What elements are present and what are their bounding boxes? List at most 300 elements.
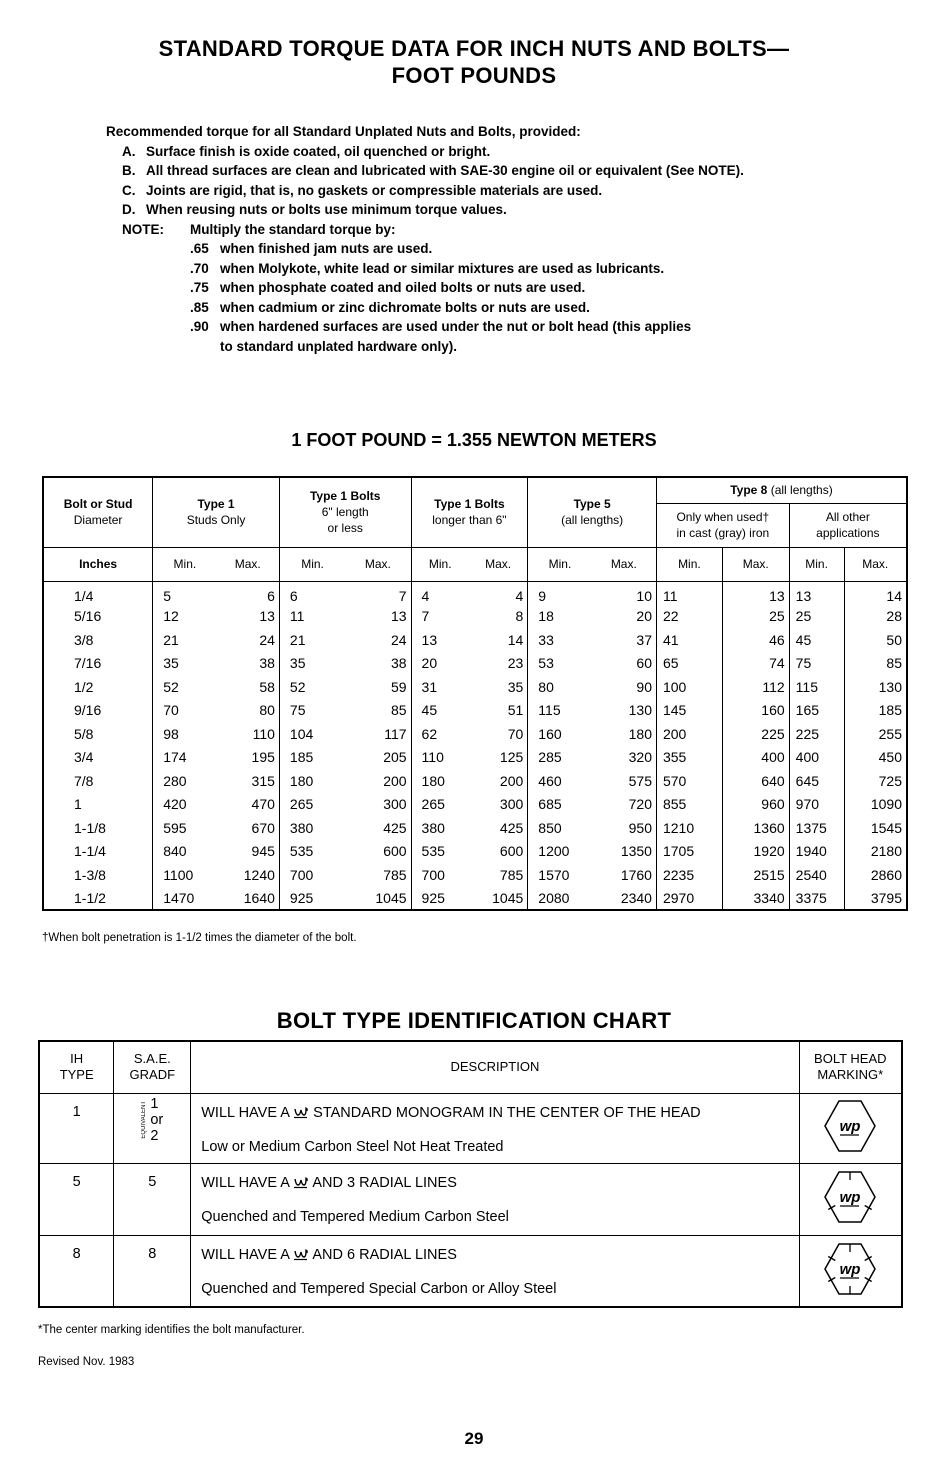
cell-max: 38 bbox=[345, 652, 411, 676]
description-suffix: AND 6 RADIAL LINES bbox=[312, 1246, 457, 1263]
cell-min: 265 bbox=[279, 793, 345, 817]
condition-text: Joints are rigid, that is, no gaskets or compressible materials are used. bbox=[146, 182, 603, 198]
cell-min: 925 bbox=[279, 887, 345, 911]
cell-max: 38 bbox=[217, 652, 280, 676]
table-row bbox=[43, 699, 907, 723]
cell-min: 4 bbox=[411, 581, 469, 605]
header-bolt-diameter: Bolt or Stud Diameter bbox=[43, 477, 153, 547]
cell-min: 570 bbox=[656, 769, 722, 793]
cell-max: 200 bbox=[345, 769, 411, 793]
cell-max: 125 bbox=[469, 746, 528, 770]
cell-min: 265 bbox=[411, 793, 469, 817]
multiplier-text: when finished jam nuts are used. bbox=[220, 241, 433, 256]
cell-description bbox=[191, 1163, 799, 1235]
table-row bbox=[43, 816, 907, 840]
multiplier-item bbox=[190, 317, 744, 337]
cell-min: 850 bbox=[528, 816, 592, 840]
multiplier-item bbox=[190, 239, 744, 259]
monogram-icon bbox=[293, 1107, 309, 1119]
cell-max: 600 bbox=[345, 840, 411, 864]
multiplier-continuation: to standard unplated hardware only). bbox=[220, 338, 458, 354]
cell-max: 60 bbox=[592, 652, 657, 676]
cell-diameter: 7/8 bbox=[43, 769, 153, 793]
cell-min: 225 bbox=[789, 722, 844, 746]
multiplier-factor: .65 bbox=[190, 241, 209, 256]
cell-min: 12 bbox=[153, 605, 217, 629]
cell-max: 130 bbox=[592, 699, 657, 723]
cell-max: 13 bbox=[217, 605, 280, 629]
cell-min: 145 bbox=[656, 699, 722, 723]
cell-min: 33 bbox=[528, 628, 592, 652]
table-row bbox=[43, 581, 907, 605]
cell-min: 45 bbox=[411, 699, 469, 723]
cell-max: 425 bbox=[345, 816, 411, 840]
condition-key: C. bbox=[122, 182, 136, 198]
cell-min: 1375 bbox=[789, 816, 844, 840]
header-type1-bolts-long: Type 1 Bolts longer than 6" bbox=[411, 477, 528, 547]
material-description: Low or Medium Carbon Steel Not Heat Treated bbox=[201, 1138, 504, 1155]
cell-diameter: 1-1/4 bbox=[43, 840, 153, 864]
intro-heading: Recommended torque for all Standard Unplated Nuts and Bolts, provided: bbox=[106, 124, 581, 139]
cell-max: 945 bbox=[217, 840, 280, 864]
cell-max: 600 bbox=[469, 840, 528, 864]
multiplier-text: when Molykote, white lead or similar mixtures are used as lubricants. bbox=[220, 260, 665, 276]
marking-description bbox=[201, 1104, 788, 1122]
cell-max: 7 bbox=[345, 581, 411, 605]
cell-min: 1100 bbox=[153, 863, 217, 887]
cell-max: 8 bbox=[469, 605, 528, 629]
cell-diameter: 1 bbox=[43, 793, 153, 817]
cell-min: 1200 bbox=[528, 840, 592, 864]
header-min: Min. bbox=[279, 547, 345, 581]
cell-max: 117 bbox=[345, 722, 411, 746]
torque-table bbox=[42, 476, 908, 911]
svg-text:wp: wp bbox=[839, 1260, 861, 1278]
cell-min: 98 bbox=[153, 722, 217, 746]
multiplier-factor: .70 bbox=[190, 260, 209, 276]
header-max: Max. bbox=[469, 547, 528, 581]
material-description: Quenched and Tempered Special Carbon or Alloy Steel bbox=[201, 1280, 557, 1297]
page-number: 29 bbox=[464, 1429, 484, 1448]
condition-item bbox=[106, 181, 744, 201]
cell-sae-grade bbox=[114, 1163, 191, 1235]
cell-max: 950 bbox=[592, 816, 657, 840]
sae-grade-value: 2 bbox=[150, 1127, 159, 1144]
note-label: NOTE: bbox=[122, 221, 164, 237]
cell-min: 115 bbox=[528, 699, 592, 723]
cell-max: 51 bbox=[469, 699, 528, 723]
cell-min: 700 bbox=[411, 863, 469, 887]
cell-min: 285 bbox=[528, 746, 592, 770]
cell-max: 24 bbox=[217, 628, 280, 652]
condition-key: D. bbox=[122, 202, 136, 217]
cell-max: 785 bbox=[469, 863, 528, 887]
cell-min: 165 bbox=[789, 699, 844, 723]
multiplier-item bbox=[190, 278, 744, 298]
cell-min: 2970 bbox=[656, 887, 722, 911]
table-row bbox=[43, 652, 907, 676]
header-type8-other: All other applications bbox=[789, 503, 907, 547]
header-bolt-head-marking: BOLT HEAD MARKING* bbox=[799, 1041, 902, 1093]
header-max: Max. bbox=[345, 547, 411, 581]
header-type1-bolts-short: Type 1 Bolts 6" length or less bbox=[279, 477, 411, 547]
marking-description bbox=[201, 1174, 788, 1192]
cell-max: 14 bbox=[469, 628, 528, 652]
page-title-line1: STANDARD TORQUE DATA FOR INCH NUTS AND BOLTS— bbox=[158, 36, 790, 61]
cell-ih-type: 8 bbox=[39, 1235, 114, 1307]
cell-min: 70 bbox=[153, 699, 217, 723]
header-max: Max. bbox=[722, 547, 789, 581]
cell-max: 3795 bbox=[844, 887, 907, 911]
monogram-icon bbox=[293, 1249, 309, 1261]
cell-ih-type: 5 bbox=[39, 1163, 114, 1235]
cell-max: 90 bbox=[592, 675, 657, 699]
cell-min: 2235 bbox=[656, 863, 722, 887]
cell-min: 75 bbox=[279, 699, 345, 723]
table-row bbox=[43, 722, 907, 746]
cell-max: 1090 bbox=[844, 793, 907, 817]
header-max: Max. bbox=[217, 547, 280, 581]
cell-diameter: 1-1/2 bbox=[43, 887, 153, 911]
cell-diameter: 1/4 bbox=[43, 581, 153, 605]
condition-key: B. bbox=[122, 163, 136, 178]
header-inches: Inches bbox=[43, 547, 153, 581]
monogram-icon bbox=[293, 1177, 309, 1189]
cell-min: 11 bbox=[656, 581, 722, 605]
cell-min: 5 bbox=[153, 581, 217, 605]
cell-max: 400 bbox=[722, 746, 789, 770]
page-title-line2: FOOT POUNDS bbox=[391, 63, 557, 88]
cell-max: 205 bbox=[345, 746, 411, 770]
cell-min: 3375 bbox=[789, 887, 844, 911]
cell-max: 185 bbox=[844, 699, 907, 723]
cell-bolt-head-marking bbox=[799, 1163, 902, 1235]
revision-date: Revised Nov. 1983 bbox=[38, 1356, 135, 1368]
equivalent-label: EQUIVALENT bbox=[141, 1100, 148, 1139]
cell-diameter: 7/16 bbox=[43, 652, 153, 676]
cell-min: 22 bbox=[656, 605, 722, 629]
cell-min: 535 bbox=[411, 840, 469, 864]
cell-max: 25 bbox=[722, 605, 789, 629]
note-text: Multiply the standard torque by: bbox=[190, 221, 396, 237]
cell-max: 255 bbox=[844, 722, 907, 746]
cell-diameter: 5/16 bbox=[43, 605, 153, 629]
cell-max: 960 bbox=[722, 793, 789, 817]
cell-max: 300 bbox=[469, 793, 528, 817]
table-row bbox=[43, 793, 907, 817]
header-min: Min. bbox=[789, 547, 844, 581]
cell-min: 53 bbox=[528, 652, 592, 676]
cell-max: 725 bbox=[844, 769, 907, 793]
marking-description bbox=[201, 1246, 788, 1264]
cell-sae-grade bbox=[114, 1235, 191, 1307]
cell-description bbox=[191, 1235, 799, 1307]
cell-min: 52 bbox=[153, 675, 217, 699]
header-type1-studs: Type 1 Studs Only bbox=[153, 477, 280, 547]
header-max: Max. bbox=[592, 547, 657, 581]
bolt-type-table bbox=[38, 1040, 903, 1308]
header-type8: Type 8 (all lengths) bbox=[656, 477, 907, 503]
cell-max: 195 bbox=[217, 746, 280, 770]
cell-max: 640 bbox=[722, 769, 789, 793]
cell-diameter: 3/4 bbox=[43, 746, 153, 770]
header-max: Max. bbox=[844, 547, 907, 581]
cell-max: 28 bbox=[844, 605, 907, 629]
condition-key: A. bbox=[122, 143, 136, 159]
cell-min: 9 bbox=[528, 581, 592, 605]
cell-max: 58 bbox=[217, 675, 280, 699]
conversion-heading: 1 FOOT POUND = 1.355 NEWTON METERS bbox=[291, 430, 657, 450]
cell-min: 45 bbox=[789, 628, 844, 652]
cell-max: 425 bbox=[469, 816, 528, 840]
cell-max: 20 bbox=[592, 605, 657, 629]
cell-max: 670 bbox=[217, 816, 280, 840]
bolt-type-row bbox=[39, 1163, 902, 1235]
cell-description bbox=[191, 1093, 799, 1163]
cell-max: 112 bbox=[722, 675, 789, 699]
sae-grade-value: 1 bbox=[150, 1095, 159, 1112]
intro-conditions bbox=[106, 122, 744, 356]
cell-max: 450 bbox=[844, 746, 907, 770]
cell-min: 180 bbox=[411, 769, 469, 793]
cell-max: 1920 bbox=[722, 840, 789, 864]
header-type8-cast-iron: Only when used† in cast (gray) iron bbox=[656, 503, 789, 547]
cell-min: 41 bbox=[656, 628, 722, 652]
cell-max: 2340 bbox=[592, 887, 657, 911]
cell-max: 470 bbox=[217, 793, 280, 817]
cell-min: 185 bbox=[279, 746, 345, 770]
header-min: Min. bbox=[528, 547, 592, 581]
cell-max: 1640 bbox=[217, 887, 280, 911]
cell-min: 685 bbox=[528, 793, 592, 817]
cell-min: 115 bbox=[789, 675, 844, 699]
cell-min: 65 bbox=[656, 652, 722, 676]
cell-max: 35 bbox=[469, 675, 528, 699]
multiplier-factor: .90 bbox=[190, 319, 209, 334]
cell-min: 380 bbox=[411, 816, 469, 840]
cell-max: 13 bbox=[722, 581, 789, 605]
condition-item bbox=[106, 142, 744, 162]
cell-min: 20 bbox=[411, 652, 469, 676]
material-description: Quenched and Tempered Medium Carbon Steel bbox=[201, 1208, 509, 1225]
cell-max: 13 bbox=[345, 605, 411, 629]
header-min: Min. bbox=[411, 547, 469, 581]
cell-diameter: 1/2 bbox=[43, 675, 153, 699]
table-row bbox=[43, 887, 907, 911]
cell-min: 460 bbox=[528, 769, 592, 793]
cell-min: 1570 bbox=[528, 863, 592, 887]
cell-max: 4 bbox=[469, 581, 528, 605]
cell-min: 645 bbox=[789, 769, 844, 793]
cell-min: 420 bbox=[153, 793, 217, 817]
cell-min: 1470 bbox=[153, 887, 217, 911]
cell-diameter: 3/8 bbox=[43, 628, 153, 652]
cell-min: 174 bbox=[153, 746, 217, 770]
note bbox=[106, 220, 744, 240]
cell-min: 62 bbox=[411, 722, 469, 746]
cell-min: 355 bbox=[656, 746, 722, 770]
sae-grade-value: 5 bbox=[148, 1173, 157, 1190]
cell-min: 35 bbox=[279, 652, 345, 676]
sae-grade-or: or bbox=[150, 1111, 164, 1128]
cell-max: 14 bbox=[844, 581, 907, 605]
cell-max: 37 bbox=[592, 628, 657, 652]
condition-text: All thread surfaces are clean and lubricated with SAE-30 engine oil or equivalent (See NOTE). bbox=[146, 163, 744, 178]
cell-diameter: 1-3/8 bbox=[43, 863, 153, 887]
cell-diameter: 5/8 bbox=[43, 722, 153, 746]
cell-min: 1210 bbox=[656, 816, 722, 840]
cell-min: 970 bbox=[789, 793, 844, 817]
cell-min: 855 bbox=[656, 793, 722, 817]
cell-min: 100 bbox=[656, 675, 722, 699]
condition-text: When reusing nuts or bolts use minimum torque values. bbox=[146, 202, 507, 217]
cell-sae-grade bbox=[114, 1093, 191, 1163]
bolt-type-row bbox=[39, 1235, 902, 1307]
cell-max: 160 bbox=[722, 699, 789, 723]
cell-min: 21 bbox=[279, 628, 345, 652]
cell-max: 23 bbox=[469, 652, 528, 676]
cell-max: 74 bbox=[722, 652, 789, 676]
description-prefix: WILL HAVE A bbox=[201, 1104, 290, 1121]
cell-max: 110 bbox=[217, 722, 280, 746]
cell-min: 180 bbox=[279, 769, 345, 793]
bolt-chart-title: BOLT TYPE IDENTIFICATION CHART bbox=[276, 1008, 672, 1033]
cell-bolt-head-marking bbox=[799, 1235, 902, 1307]
cell-min: 25 bbox=[789, 605, 844, 629]
cell-max: 70 bbox=[469, 722, 528, 746]
cell-min: 21 bbox=[153, 628, 217, 652]
multiplier-factor: .85 bbox=[190, 299, 209, 315]
cell-min: 11 bbox=[279, 605, 345, 629]
cell-min: 6 bbox=[279, 581, 345, 605]
cell-max: 50 bbox=[844, 628, 907, 652]
cell-min: 13 bbox=[411, 628, 469, 652]
cell-max: 24 bbox=[345, 628, 411, 652]
cell-min: 31 bbox=[411, 675, 469, 699]
cell-max: 1760 bbox=[592, 863, 657, 887]
bolt-head-marking-icon bbox=[821, 1168, 879, 1226]
cell-max: 2180 bbox=[844, 840, 907, 864]
cell-min: 1940 bbox=[789, 840, 844, 864]
cell-bolt-head-marking bbox=[799, 1093, 902, 1163]
header-description: DESCRIPTION bbox=[191, 1041, 799, 1093]
table-row bbox=[43, 605, 907, 629]
cell-min: 35 bbox=[153, 652, 217, 676]
cell-min: 80 bbox=[528, 675, 592, 699]
cell-diameter: 1-1/8 bbox=[43, 816, 153, 840]
cell-max: 575 bbox=[592, 769, 657, 793]
cell-max: 130 bbox=[844, 675, 907, 699]
cell-min: 2080 bbox=[528, 887, 592, 911]
bolt-head-marking-icon bbox=[821, 1097, 879, 1155]
cell-min: 700 bbox=[279, 863, 345, 887]
cell-max: 785 bbox=[345, 863, 411, 887]
cell-max: 1350 bbox=[592, 840, 657, 864]
cell-min: 13 bbox=[789, 581, 844, 605]
header-min: Min. bbox=[153, 547, 217, 581]
cell-max: 2515 bbox=[722, 863, 789, 887]
cell-min: 75 bbox=[789, 652, 844, 676]
cell-min: 18 bbox=[528, 605, 592, 629]
bolt-head-marking-icon bbox=[821, 1240, 879, 1298]
cell-max: 1240 bbox=[217, 863, 280, 887]
cell-max: 1045 bbox=[345, 887, 411, 911]
description-suffix: AND 3 RADIAL LINES bbox=[312, 1174, 457, 1191]
cell-max: 1360 bbox=[722, 816, 789, 840]
header-sae-grade: S.A.E. GRADF bbox=[114, 1041, 191, 1093]
table-row bbox=[43, 675, 907, 699]
cell-max: 1545 bbox=[844, 816, 907, 840]
table-row bbox=[43, 840, 907, 864]
cell-min: 925 bbox=[411, 887, 469, 911]
description-prefix: WILL HAVE A bbox=[201, 1246, 290, 1263]
cell-max: 720 bbox=[592, 793, 657, 817]
cell-min: 840 bbox=[153, 840, 217, 864]
cell-max: 1045 bbox=[469, 887, 528, 911]
footnote-star: *The center marking identifies the bolt manufacturer. bbox=[38, 1324, 305, 1336]
cell-max: 2860 bbox=[844, 863, 907, 887]
condition-item bbox=[106, 200, 744, 220]
cell-min: 110 bbox=[411, 746, 469, 770]
header-type5: Type 5 (all lengths) bbox=[528, 477, 657, 547]
cell-max: 6 bbox=[217, 581, 280, 605]
cell-max: 46 bbox=[722, 628, 789, 652]
cell-max: 200 bbox=[469, 769, 528, 793]
multiplier-text: when phosphate coated and oiled bolts or nuts are used. bbox=[220, 280, 586, 295]
cell-min: 7 bbox=[411, 605, 469, 629]
table-row bbox=[43, 628, 907, 652]
multiplier-item bbox=[190, 259, 744, 279]
cell-max: 85 bbox=[844, 652, 907, 676]
svg-text:wp: wp bbox=[839, 1118, 861, 1135]
cell-max: 180 bbox=[592, 722, 657, 746]
sae-grade-value: 8 bbox=[148, 1245, 157, 1262]
bolt-type-row bbox=[39, 1093, 902, 1163]
multiplier-text: when cadmium or zinc dichromate bolts or nuts are used. bbox=[220, 299, 590, 315]
cell-ih-type: 1 bbox=[39, 1093, 114, 1163]
condition-text: Surface finish is oxide coated, oil quenched or bright. bbox=[146, 143, 491, 159]
cell-min: 1705 bbox=[656, 840, 722, 864]
multiplier-factor: .75 bbox=[190, 280, 209, 295]
table-row bbox=[43, 769, 907, 793]
cell-min: 2540 bbox=[789, 863, 844, 887]
cell-max: 320 bbox=[592, 746, 657, 770]
cell-min: 200 bbox=[656, 722, 722, 746]
cell-min: 535 bbox=[279, 840, 345, 864]
cell-diameter: 9/16 bbox=[43, 699, 153, 723]
cell-max: 85 bbox=[345, 699, 411, 723]
cell-min: 280 bbox=[153, 769, 217, 793]
multiplier-item bbox=[190, 298, 744, 318]
cell-max: 300 bbox=[345, 793, 411, 817]
footnote-dagger: †When bolt penetration is 1-1/2 times the diameter of the bolt. bbox=[42, 932, 357, 944]
cell-min: 400 bbox=[789, 746, 844, 770]
cell-max: 80 bbox=[217, 699, 280, 723]
header-ih-type: IH TYPE bbox=[39, 1041, 114, 1093]
cell-max: 10 bbox=[592, 581, 657, 605]
table-row bbox=[43, 746, 907, 770]
cell-max: 315 bbox=[217, 769, 280, 793]
svg-text:wp: wp bbox=[839, 1189, 861, 1206]
table-row bbox=[43, 863, 907, 887]
condition-item bbox=[106, 161, 744, 181]
cell-min: 52 bbox=[279, 675, 345, 699]
cell-min: 104 bbox=[279, 722, 345, 746]
cell-max: 59 bbox=[345, 675, 411, 699]
cell-min: 380 bbox=[279, 816, 345, 840]
cell-min: 595 bbox=[153, 816, 217, 840]
cell-max: 3340 bbox=[722, 887, 789, 911]
